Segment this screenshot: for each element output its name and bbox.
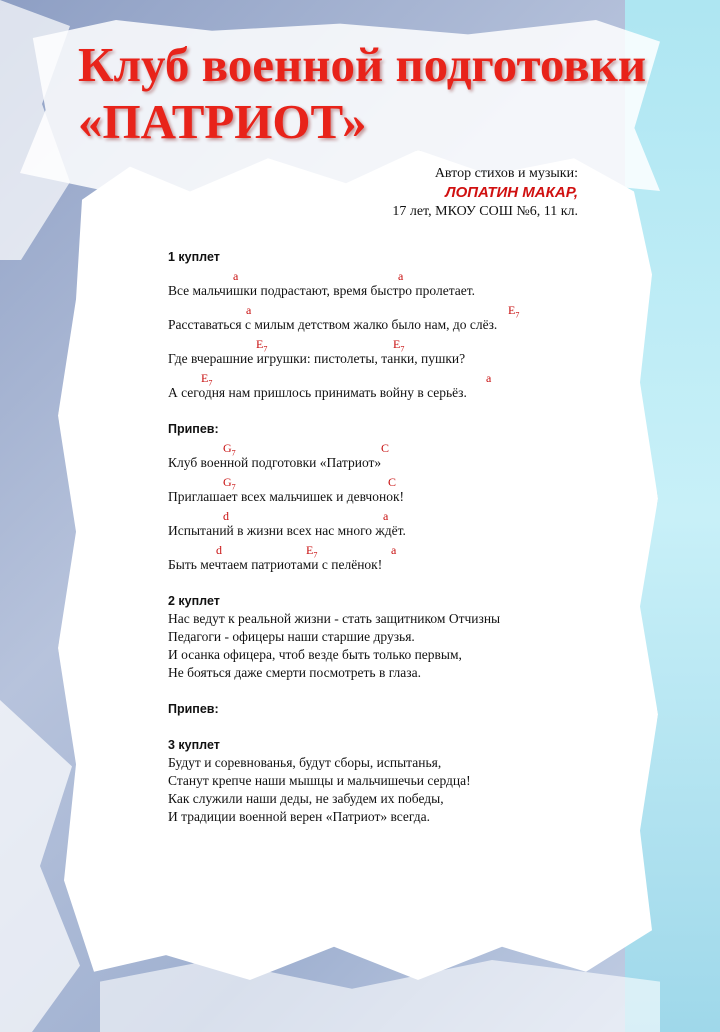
lyric-line: Где вчерашние игрушки: пистолеты, танки, пушки?: [168, 351, 466, 366]
verse-2-heading: 2 куплет: [168, 594, 220, 608]
chord: a: [233, 269, 239, 283]
chord: a: [383, 509, 389, 523]
chord: $E_7$: [393, 337, 405, 354]
lyric-line: Нас ведут к реальной жизни - стать защитником Отчизны: [168, 611, 501, 626]
title-line-2: «ПАТРИОТ»: [78, 94, 367, 149]
page-title: [78, 36, 678, 150]
chord-line: [168, 300, 588, 320]
chord-line: [168, 506, 588, 522]
chord-line: [168, 334, 588, 354]
paper-curl-bottom: [100, 960, 660, 1032]
lyric-line: Испытаний в жизни всех нас много ждёт.: [168, 523, 406, 538]
author-block: [392, 164, 578, 221]
lyric-line: И традиции военной верен «Патриот» всегда.: [168, 809, 431, 824]
chord-line: [168, 368, 588, 388]
chord-line: [168, 438, 588, 458]
lyric-line: Быть мечтаем патриотами с пелёнок!: [168, 557, 383, 572]
lyric-line: Все мальчишки подрастают, время быстро пролетает.: [168, 283, 476, 298]
title-line-1: Клуб военной подготовки: [78, 37, 647, 92]
chord: a: [486, 371, 492, 385]
chord: $G_7$: [223, 441, 236, 458]
lyric-line: А сегодня нам пришлось принимать войну в серьёз.: [168, 385, 467, 400]
lyric-line: Будут и соревнованья, будут сборы, испытанья,: [168, 755, 442, 770]
chorus-2-heading: Припев:: [168, 702, 219, 716]
chord: $E_7$: [201, 371, 213, 388]
lyric-line: Расставаться с милым детством жалко было нам, до слёз.: [168, 317, 498, 332]
lyric-line: Станут крепче наши мышцы и мальчишечьи сердца!: [168, 773, 471, 788]
chord-line: [168, 472, 588, 492]
verse-3-heading: 3 куплет: [168, 738, 220, 752]
author-details: 17 лет, МКОУ СОШ №6, 11 кл.: [392, 204, 578, 219]
chord: d: [216, 543, 222, 557]
chord: C: [381, 441, 390, 455]
author-name: ЛОПАТИН МАКАР,: [445, 184, 578, 201]
lyric-line: Клуб военной подготовки «Патриот»: [168, 455, 382, 470]
chord: C: [388, 475, 397, 489]
author-label: Автор стихов и музыки:: [434, 166, 578, 181]
lyric-line: Приглашает всех мальчишек и девчонок!: [168, 489, 404, 504]
lyric-line: Как служили наши деды, не забудем их победы,: [168, 791, 444, 806]
chord: $E_7$: [256, 337, 268, 354]
chord: a: [398, 269, 404, 283]
chord: $G_7$: [223, 475, 236, 492]
lyric-line: Педагоги - офицеры наши старшие друзья.: [168, 629, 415, 644]
chord: d: [223, 509, 229, 523]
chord: a: [391, 543, 397, 557]
chorus-heading: Припев:: [168, 422, 219, 436]
chord-line: [168, 540, 588, 560]
chord: a: [246, 303, 252, 317]
chord: $E_7$: [508, 303, 520, 320]
lyric-line: И осанка офицера, чтоб везде быть только первым,: [168, 647, 462, 662]
verse-1-heading: 1 куплет: [168, 250, 220, 264]
chord: $E_7$: [306, 543, 318, 560]
chord-line: [168, 266, 588, 282]
lyric-line: Не бояться даже смерти посмотреть в глаза.: [168, 665, 421, 680]
song-lyrics: [168, 248, 588, 826]
